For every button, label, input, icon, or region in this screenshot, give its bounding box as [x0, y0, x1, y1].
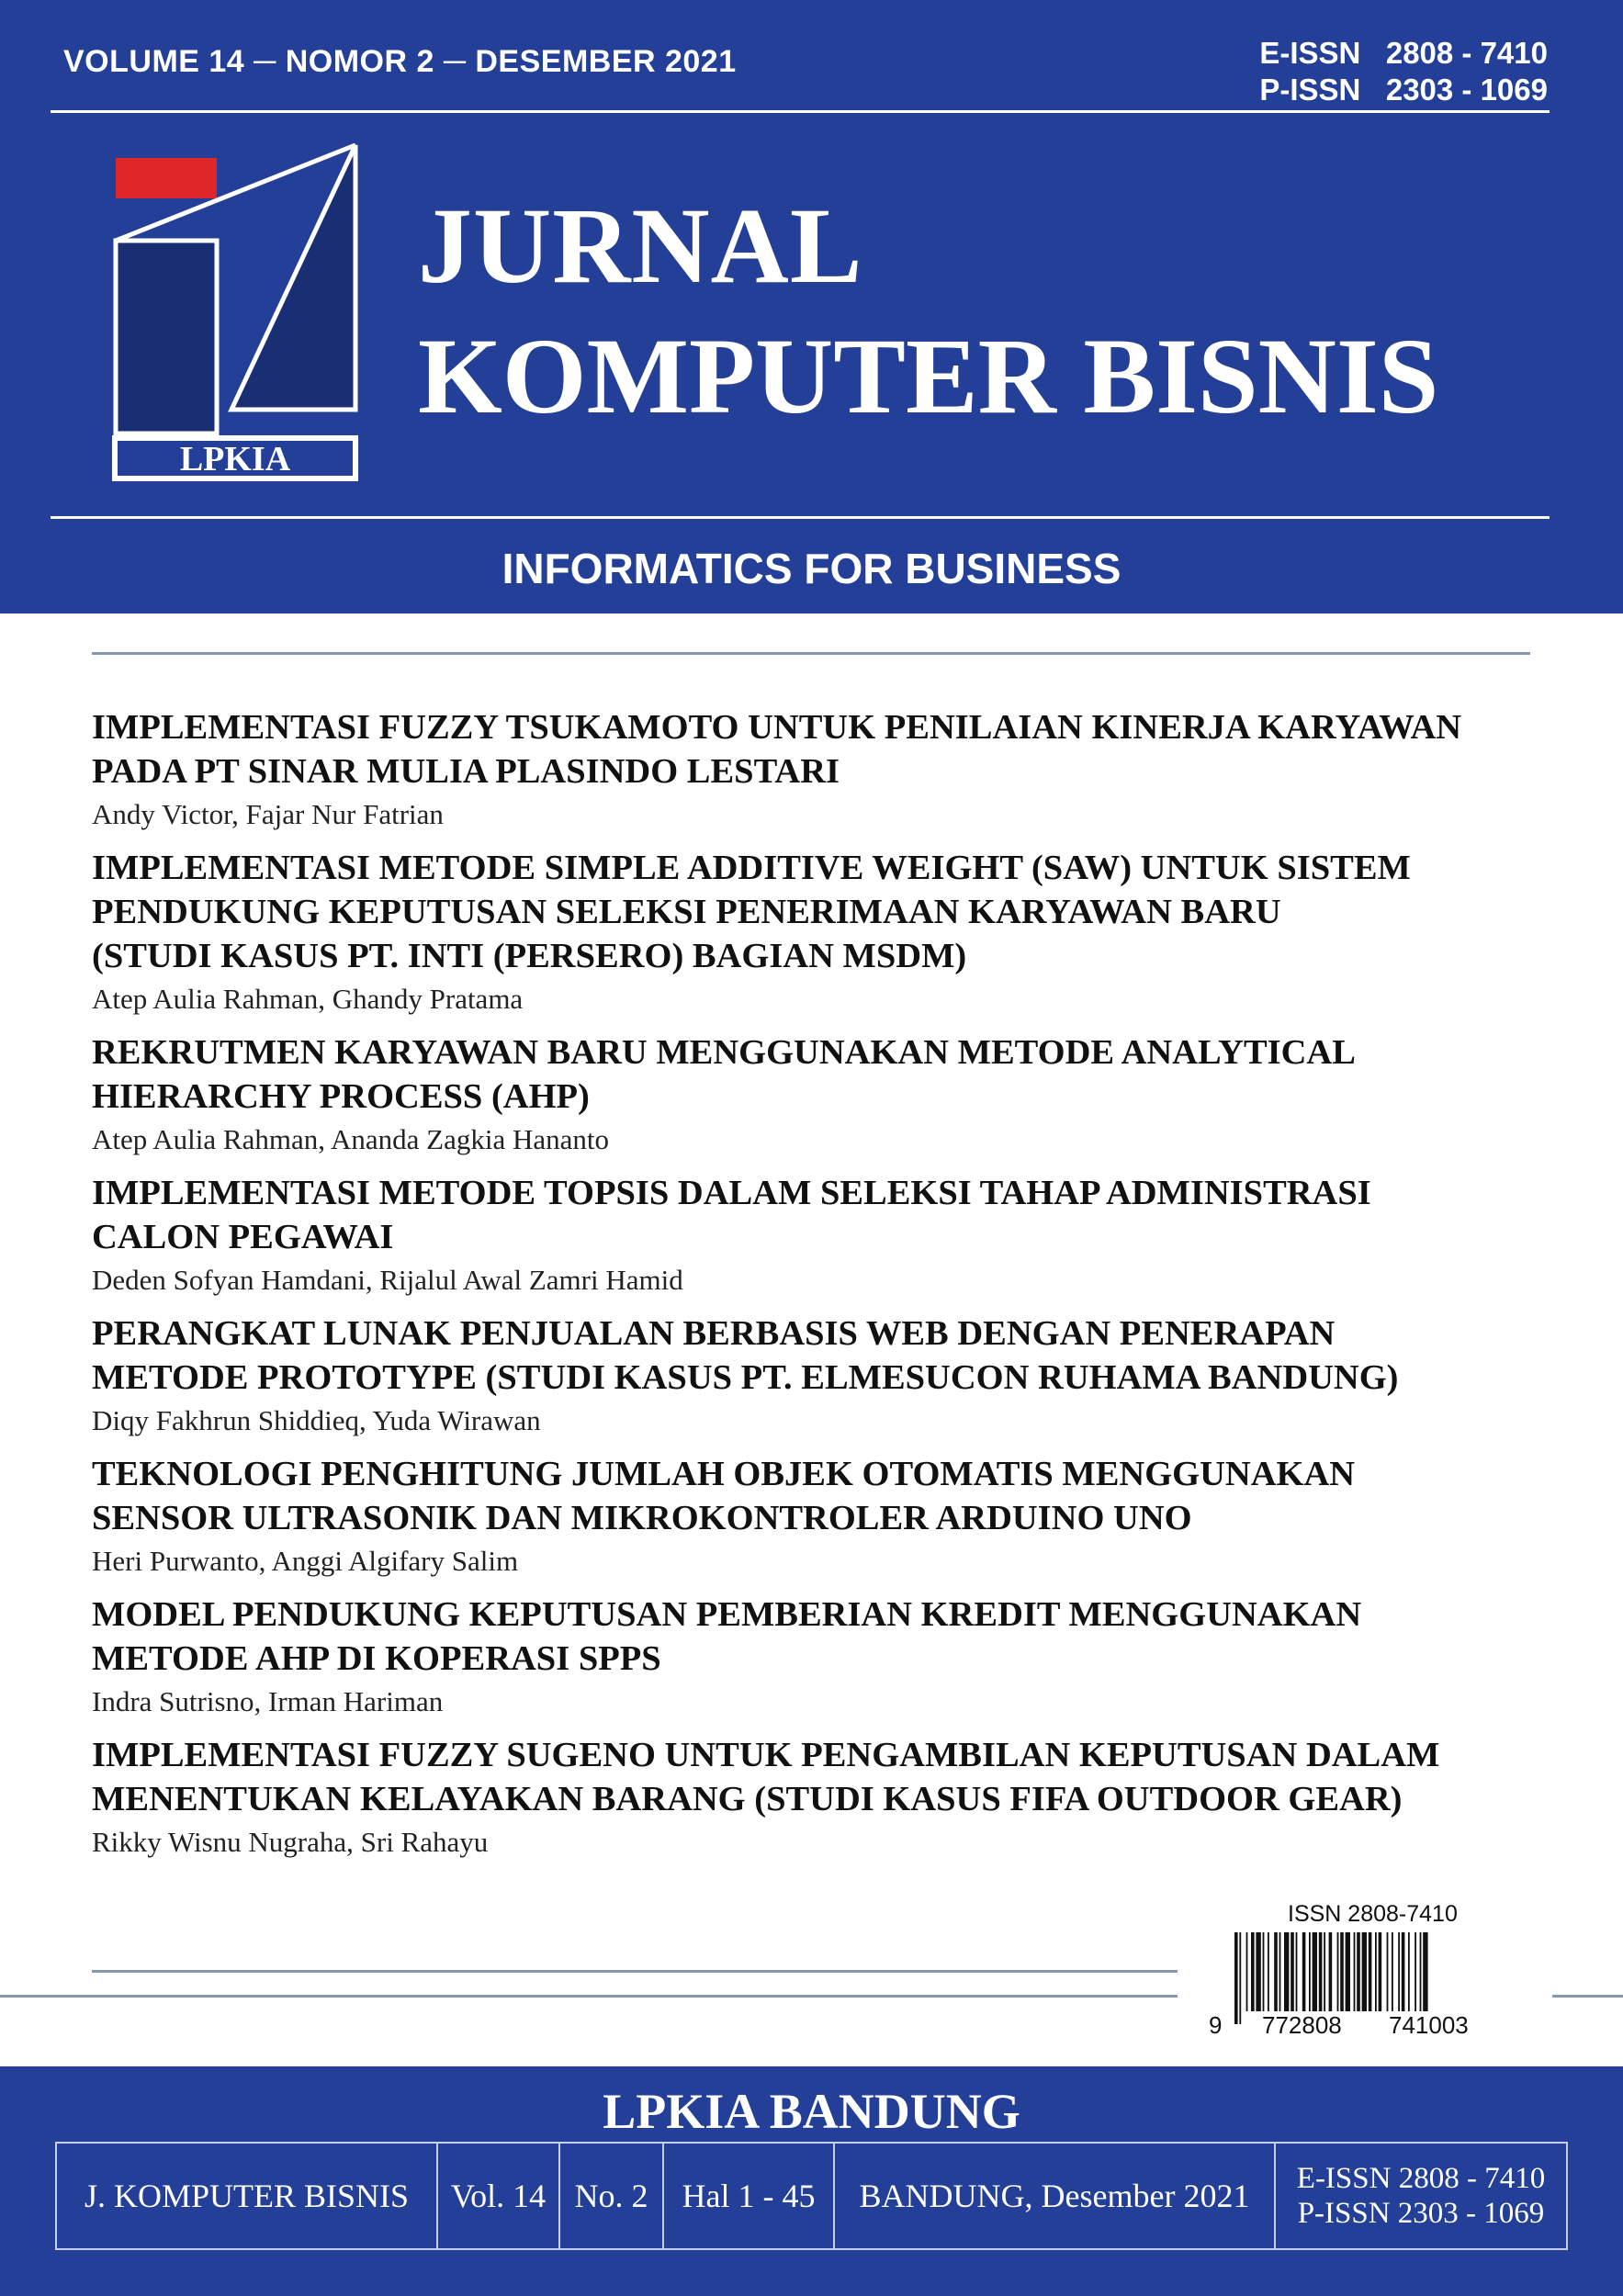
barcode-bar	[1313, 1932, 1317, 2011]
barcode-bar	[1420, 1932, 1422, 2011]
article-authors: Atep Aulia Rahman, Ghandy Pratama	[92, 983, 524, 1015]
barcode-issn-label: ISSN 2808-7410	[1288, 1901, 1458, 1927]
article-item	[92, 1030, 1543, 1161]
barcode-bar	[1329, 1932, 1333, 2024]
article-title: TEKNOLOGI PENGHITUNG JUMLAH OBJEK OTOMATIS MENGGUNAKAN SENSOR ULTRASONIK DAN MIKROKONTROLER ARDUINO UNO	[92, 1455, 1356, 1537]
footer-pissn: P-ISSN 2303 - 1069	[1297, 2197, 1545, 2230]
articles-bottom-rule-2	[0, 1995, 1178, 1998]
article-item	[92, 1452, 1543, 1582]
article-item	[92, 705, 1543, 836]
article-item	[92, 1593, 1543, 1723]
barcode-bar	[1414, 1932, 1416, 2011]
article-authors: Rikky Wisnu Nugraha, Sri Rahayu	[92, 1826, 489, 1858]
cell-place-date: BANDUNG, Desember 2021	[835, 2144, 1276, 2248]
article-item	[92, 1171, 1543, 1301]
barcode-bar	[1423, 1932, 1427, 2024]
eissn-label: E-ISSN 2808 - 7410	[1259, 36, 1548, 70]
barcode-digit-lead: 9	[1209, 2011, 1223, 2039]
barcode-bar	[1296, 1932, 1298, 2011]
article-title: IMPLEMENTASI FUZZY TSUKAMOTO UNTUK PENILAIAN KINERJA KARYAWAN PADA PT SINAR MULIA PLASINDO LESTARI	[92, 708, 1462, 791]
barcode-bar	[1340, 1932, 1344, 2011]
barcode-bar	[1337, 1932, 1339, 2024]
journal-title-line1: JURNAL	[418, 186, 863, 306]
barcode-bar	[1274, 1932, 1278, 2011]
article-item	[92, 1311, 1543, 1442]
barcode-bar	[1279, 1932, 1281, 2011]
article-title: REKRUTMEN KARYAWAN BARU MENGGUNAKAN METODE ANALYTICAL HIERARCHY PROCESS (AHP)	[92, 1033, 1356, 1116]
article-item	[92, 1733, 1543, 1863]
barcode-digits-left: 772808	[1257, 2011, 1347, 2040]
barcode-bar	[1362, 1932, 1367, 2011]
barcode-bar	[1251, 1932, 1255, 2011]
article-title: IMPLEMENTASI METODE TOPSIS DALAM SELEKSI TAHAP ADMINISTRASI CALON PEGAWAI	[92, 1174, 1371, 1256]
pissn-label: P-ISSN 2303 - 1069	[1259, 73, 1548, 107]
barcode-bar	[1246, 1932, 1248, 2011]
barcode-bar	[1302, 1932, 1306, 2011]
barcode-image	[1231, 1932, 1529, 2024]
cell-number: No. 2	[560, 2144, 664, 2248]
article-title: PERANGKAT LUNAK PENJUALAN BERBASIS WEB DENGAN PENERAPAN METODE PROTOTYPE (STUDI KASUS PT. ELMESUCON RUHAMA BANDUNG)	[92, 1314, 1399, 1397]
publisher-name: LPKIA BANDUNG	[603, 2084, 1020, 2139]
article-item	[92, 846, 1543, 1020]
logo-text: LPKIA	[179, 440, 291, 478]
barcode-bar	[1319, 1932, 1323, 2011]
barcode-bar	[1234, 1932, 1238, 2024]
articles-bottom-rule	[92, 1970, 1178, 1973]
article-title: MODEL PENDUKUNG KEPUTUSAN PEMBERIAN KREDIT MENGGUNAKAN METODE AHP DI KOPERASI SPPS	[92, 1595, 1362, 1678]
barcode-bar	[1379, 1932, 1382, 2011]
article-authors: Deden Sofyan Hamdani, Rijalul Awal Zamri Hamid	[92, 1264, 683, 1296]
article-authors: Atep Aulia Rahman, Ananda Zagkia Hananto	[92, 1123, 610, 1155]
barcode-bar	[1309, 1932, 1311, 2011]
journal-title-line2: KOMPUTER BISNIS	[418, 316, 1439, 436]
barcode-bar	[1239, 1932, 1241, 2024]
cell-pages: Hal 1 - 45	[664, 2144, 835, 2248]
article-authors: Heri Purwanto, Anggi Algifary Salim	[92, 1545, 519, 1577]
barcode-bar	[1346, 1932, 1350, 2011]
article-authors: Diqy Fakhrun Shiddieq, Yuda Wirawan	[92, 1404, 541, 1436]
tagline: INFORMATICS FOR BUSINESS	[502, 545, 1121, 592]
article-authors: Andy Victor, Fajar Nur Fatrian	[92, 798, 444, 830]
barcode-bar	[1398, 1932, 1400, 2011]
barcode-bar	[1291, 1932, 1294, 2011]
barcode-digits-right: 741003	[1383, 2011, 1474, 2040]
cell-volume: Vol. 14	[438, 2144, 560, 2248]
barcode-bar	[1268, 1932, 1269, 2011]
footer-eissn: E-ISSN 2808 - 7410	[1296, 2162, 1546, 2195]
barcode-bar	[1369, 1932, 1372, 2011]
barcode-bar	[1284, 1932, 1289, 2011]
articles-top-rule	[92, 652, 1530, 655]
barcode-bar	[1392, 1932, 1393, 2011]
article-title: IMPLEMENTASI METODE SIMPLE ADDITIVE WEIGHT (SAW) UNTUK SISTEM PENDUKUNG KEPUTUSAN SELEKSI PENERIMAAN KARYAWAN BARU (STUDI KASUS PT. INTI (PERSERO) BAGIAN MSDM)	[92, 849, 1411, 975]
article-list	[92, 705, 1543, 1874]
articles-bottom-rule-right	[1552, 1995, 1623, 1998]
issn-block	[1259, 35, 1548, 108]
barcode-bar	[1387, 1932, 1389, 2011]
header-bottom-rule	[51, 516, 1550, 519]
article-authors: Indra Sutrisno, Irman Hariman	[92, 1685, 444, 1717]
barcode-bar	[1354, 1932, 1356, 2011]
citation-table	[55, 2142, 1568, 2250]
article-title: IMPLEMENTASI FUZZY SUGENO UNTUK PENGAMBILAN KEPUTUSAN DALAM MENENTUKAN KELAYAKAN BARANG (STUDI KASUS FIFA OUTDOOR GEAR)	[92, 1736, 1440, 1818]
cell-issn	[1276, 2144, 1566, 2248]
barcode-bar	[1256, 1932, 1260, 2011]
header-top-rule	[51, 110, 1550, 113]
barcode-bar	[1263, 1932, 1265, 2011]
barcode-bar	[1324, 1932, 1325, 2011]
lpkia-logo	[112, 143, 358, 485]
volume-line: VOLUME 14 ─ NOMOR 2 ─ DESEMBER 2021	[63, 44, 737, 79]
cell-journal-abbr: J. KOMPUTER BISNIS	[57, 2144, 438, 2248]
logo-red-bar	[116, 158, 217, 198]
barcode-bar	[1402, 1932, 1405, 2011]
barcode-bar	[1408, 1932, 1410, 2011]
barcode-bar	[1357, 1932, 1360, 2011]
barcode-bar	[1375, 1932, 1377, 2011]
